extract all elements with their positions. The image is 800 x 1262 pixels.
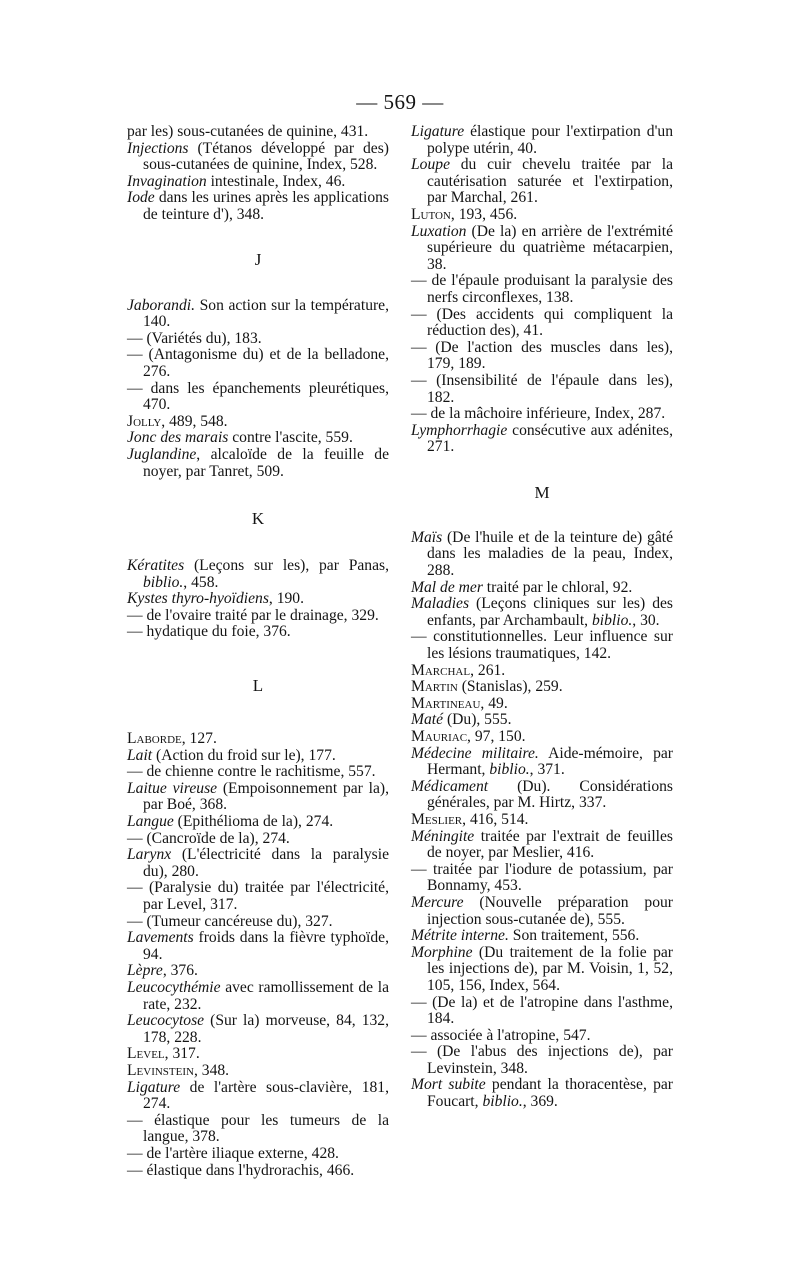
entry-author: Mauriac (411, 728, 468, 745)
entry-author: Level (127, 1045, 165, 1063)
letter-heading-j: J (254, 250, 262, 270)
entry-term: Mort subite (411, 1076, 486, 1094)
index-entry (127, 558, 389, 591)
entry-author: Marchal (411, 661, 471, 679)
index-entry (411, 340, 673, 373)
entry-text: , 348. (193, 1061, 230, 1079)
entry-term: Leucocytose (127, 1012, 205, 1030)
entry-text: , 369. (522, 1093, 558, 1111)
entry-term: Maladies (411, 595, 470, 613)
entry-author: Laborde (127, 730, 182, 748)
index-entry (411, 273, 673, 306)
entry-text: (Nouvelle préparation pour injection sous-cutanée de), 555. (427, 893, 673, 928)
entry-text: , 376. (162, 962, 198, 980)
index-entry (411, 580, 673, 597)
entry-subentry: — de chienne contre le rachitisme, 557. (127, 763, 376, 781)
entry-term: Métrite interne. (411, 927, 509, 945)
entry-text: consécutive aux adénites, 271. (427, 421, 673, 456)
index-entry (411, 596, 673, 629)
entry-term: Laitue vireuse (127, 779, 218, 797)
entry-subentry: — de l'épaule produisant la paralysie des nerfs circonflexes, 138. (411, 272, 673, 306)
letter-heading-k: K (251, 508, 265, 528)
index-entry (411, 812, 673, 829)
index-entry (127, 814, 389, 831)
index-group-k (127, 558, 389, 641)
entry-text: Son action sur la température, 140. (143, 296, 389, 331)
entry-term: Iode (127, 189, 155, 207)
index-entry (411, 1044, 673, 1077)
entry-term: Médicament (411, 777, 489, 795)
entry-term: Morphine (411, 943, 473, 961)
entry-subentry: — dans les épanchements pleurétiques, 470. (127, 379, 389, 414)
entry-term: Lymphorrhagie (411, 421, 508, 439)
entry-subentry: — (Paralysie du) traitée par l'électricité, par Level, 317. (127, 879, 389, 913)
index-entry (127, 124, 389, 141)
entry-author: Levinstein (127, 1061, 194, 1079)
entry-text: traitée par l'extrait de feuilles de noyer, par Meslier, 416. (427, 827, 673, 862)
entry-text: (Du). Considérations générales, par M. Hirtz, 337. (427, 777, 673, 812)
entry-subentry: — (Insensibilité de l'épaule dans les), 182. (411, 371, 673, 406)
entry-term: Maïs (411, 528, 443, 546)
index-entry (411, 406, 673, 423)
index-group-m (411, 530, 673, 1111)
entry-text: (Leçons cliniques sur les) des enfants, par Archambault, (427, 595, 673, 629)
entry-text: , 489, 548. (161, 412, 228, 430)
entry-term: Langue (127, 813, 174, 831)
index-entry (127, 914, 389, 931)
entry-text: , alcaloïde de la feuille de noyer, par Tanret, 509. (143, 445, 389, 480)
index-entry (411, 712, 673, 729)
entry-author: Luton (411, 205, 451, 223)
index-entry (127, 1146, 389, 1163)
index-entry (127, 591, 389, 608)
entry-subentry: — (Cancroïde de la), 274. (127, 829, 290, 847)
index-entry (127, 1163, 389, 1180)
entry-text: (De la) en arrière de l'extrémité supérieure du quatrième métacarpien, 38. (427, 222, 673, 273)
index-entry (411, 629, 673, 662)
index-entry (127, 963, 389, 980)
entry-subentry: — de l'ovaire traité par le drainage, 329. (127, 606, 379, 624)
entry-subentry: — (De l'action des muscles dans les), 179, 189. (411, 338, 673, 373)
entry-text: du cuir chevelu traitée par la cautérisation saturée et l'extirpation, par Marchal, 261. (427, 156, 673, 207)
entry-term: Maté (411, 711, 444, 729)
entry-text: (Sur la) morveuse, 84, 132, 178, 228. (143, 1012, 389, 1046)
index-entry (411, 207, 673, 224)
entry-subentry: — élastique dans l'hydrorachis, 466. (127, 1161, 355, 1179)
index-entry (127, 608, 389, 625)
entry-term: Lèpre (127, 962, 163, 980)
entry-text: élastique pour l'extirpation d'un polype utérin, 40. (427, 123, 673, 157)
entry-subentry: — de la mâchoire inférieure, Index, 287. (411, 405, 666, 423)
entry-term: Kératites (127, 557, 185, 575)
entry-author: Meslier (411, 810, 463, 828)
entry-text: , 127. (181, 730, 217, 748)
index-entry (411, 1028, 673, 1045)
index-entry (127, 624, 389, 641)
entry-term: Invagination (127, 172, 207, 190)
entry-subentry: — (Antagonisme du) et de la belladone, 276. (127, 346, 389, 380)
entry-text: Aide-mémoire, par Hermant, (427, 744, 673, 779)
index-entry (127, 174, 389, 191)
entry-text: (Epithélioma de la), 274. (173, 813, 334, 831)
entry-subentry: — de l'artère iliaque externe, 428. (127, 1144, 339, 1162)
letter-heading-l: L (252, 675, 264, 695)
index-entry (411, 729, 673, 746)
entry-term: Mal de mer (411, 578, 483, 596)
index-entry (411, 423, 673, 456)
letter-heading-m: M (534, 482, 550, 502)
entry-subentry: — associée à l'atropine, 547. (411, 1026, 591, 1044)
index-entry (411, 373, 673, 406)
entry-text: traité par le chloral, 92. (482, 578, 633, 596)
entry-term: Leucocythémie (127, 978, 221, 996)
entry-term: Jonc des marais (127, 429, 229, 447)
entry-text: (De l'huile et de la teinture de) gâté dans les maladies de la peau, Index, 288. (427, 528, 673, 580)
index-entry (411, 895, 673, 928)
entry-term: Méningite (411, 827, 475, 845)
entry-text: (Stanislas), 259. (457, 678, 563, 696)
index-entry (411, 307, 673, 340)
index-entry (127, 430, 389, 447)
entry-subentry: — (De l'abus des injections de), par Levinstein, 348. (411, 1043, 673, 1077)
index-entry (127, 381, 389, 414)
index-entry (127, 414, 389, 431)
entry-term: Lavements (127, 929, 194, 947)
index-entry (127, 1113, 389, 1146)
index-entry (411, 530, 673, 580)
entry-term: Ligature (411, 123, 465, 140)
entry-term: biblio. (482, 1093, 523, 1111)
entry-text: , 49. (480, 694, 508, 712)
right-column (411, 124, 673, 1111)
index-entry (411, 779, 673, 812)
index-entry (127, 980, 389, 1013)
entry-text: , 193, 456. (450, 205, 518, 223)
entry-author: Martineau (411, 694, 481, 712)
index-entry (411, 663, 673, 680)
continued-entry (127, 124, 389, 141)
index-entry (127, 831, 389, 848)
index-group-l-continued (411, 124, 673, 456)
entry-author: Martin (411, 678, 458, 696)
entry-text: , 416, 514. (462, 810, 529, 828)
entry-text: , 371. (529, 761, 565, 779)
index-entry (127, 1063, 389, 1080)
index-entry (127, 731, 389, 748)
entry-text: (Du), 555. (443, 711, 512, 729)
entry-subentry: — traitée par l'iodure de potassium, par Bonnamy, 453. (411, 860, 673, 895)
index-entry (127, 781, 389, 814)
index-group-j (127, 298, 389, 481)
index-entry (411, 945, 673, 995)
entry-text: dans les urines après les applications de teinture d'), 348. (143, 189, 389, 223)
entry-subentry: — constitutionnelles. Leur influence sur les lésions traumatiques, 142. (411, 628, 673, 663)
entry-term: Luxation (411, 222, 467, 240)
index-entry (411, 157, 673, 207)
entry-text: , 30. (632, 611, 660, 629)
entry-text: intestinale, Index, 46. (206, 172, 346, 190)
entry-term: Jaborandi. (127, 296, 196, 314)
entry-term: biblio. (591, 611, 633, 629)
index-entry (411, 124, 673, 157)
entry-term: Lait (127, 746, 153, 764)
index-entry (127, 347, 389, 380)
entry-text: avec ramollissement de la rate, 232. (143, 978, 389, 1013)
entry-text: , 190. (268, 590, 304, 608)
entry-subentry: — (Des accidents qui compliquent la réduction des), 41. (411, 305, 673, 340)
entry-text: froids dans la fièvre typhoïde, 94. (143, 929, 389, 963)
index-entry (127, 930, 389, 963)
entry-text: , 261. (470, 661, 506, 679)
entry-subentry: — (Tumeur cancéreuse du), 327. (127, 912, 333, 930)
index-entry (411, 224, 673, 274)
index-entry (127, 748, 389, 765)
index-entry (127, 847, 389, 880)
entry-text: par les) sous-cutanées de quinine, 431. (127, 123, 369, 140)
entry-term: Injections (127, 139, 189, 157)
entry-text: (Action du froid sur le), 177. (152, 746, 336, 764)
entry-text: , 317. (164, 1045, 200, 1063)
index-entry (127, 447, 389, 480)
entry-term: biblio. (143, 573, 184, 591)
index-entry (127, 1013, 389, 1046)
index-entry (411, 995, 673, 1028)
entry-text: de l'artère sous-clavière, 181, 274. (143, 1078, 389, 1113)
entry-term: Kystes thyro-hyoïdiens (127, 590, 269, 608)
entry-term: Médecine militaire. (411, 744, 539, 762)
index-entry (127, 1080, 389, 1113)
index-entry (127, 764, 389, 781)
entry-text: (Empoisonnement par la), par Boé, 368. (143, 779, 389, 814)
entry-subentry: — élastique pour les tumeurs de la langue, 378. (127, 1111, 389, 1146)
entry-text: , 97, 150. (467, 728, 526, 745)
index-entry (411, 862, 673, 895)
index-entry (127, 298, 389, 331)
entry-author: Jolly (127, 412, 162, 430)
index-group-i (127, 141, 389, 224)
index-entry (411, 746, 673, 779)
entry-term: Larynx (127, 846, 172, 864)
index-entry (127, 331, 389, 348)
entry-term: biblio. (489, 761, 530, 779)
entry-term: Mercure (411, 893, 464, 911)
index-entry (127, 141, 389, 174)
entry-term: Juglandine (127, 445, 197, 463)
page-number: — 569 — (356, 90, 444, 114)
index-entry (127, 190, 389, 223)
entry-term: Ligature (127, 1078, 181, 1096)
entry-text: (Tétanos développé par des) sous-cutanées de quinine, Index, 528. (143, 139, 389, 174)
entry-text: (L'électricité dans la paralysie du), 280. (143, 846, 389, 880)
index-entry (411, 829, 673, 862)
entry-text: (Du traitement de la folie par les injections de), par M. Voisin, 1, 52, 105, 156, Index, 564. (427, 943, 673, 994)
index-entry (411, 679, 673, 696)
entry-text: pendant la thoracentèse, par Foucart, (427, 1076, 673, 1111)
index-entry (411, 1077, 673, 1110)
entry-term: Loupe (411, 156, 450, 174)
left-column (127, 124, 389, 1179)
entry-text: , 458. (183, 573, 219, 591)
entry-subentry: — (Variétés du), 183. (127, 329, 262, 347)
index-entry (411, 696, 673, 713)
entry-text: Son traitement, 556. (508, 927, 640, 945)
entry-subentry: — hydatique du foie, 376. (127, 623, 291, 641)
entry-text: (Leçons sur les), par Panas, (184, 557, 389, 575)
index-group-l (127, 731, 389, 1179)
index-entry (127, 1046, 389, 1063)
index-entry (127, 880, 389, 913)
entry-subentry: — (De la) et de l'atropine dans l'asthme, 184. (411, 993, 673, 1028)
entry-text: contre l'ascite, 559. (228, 429, 353, 447)
index-entry (411, 928, 673, 945)
